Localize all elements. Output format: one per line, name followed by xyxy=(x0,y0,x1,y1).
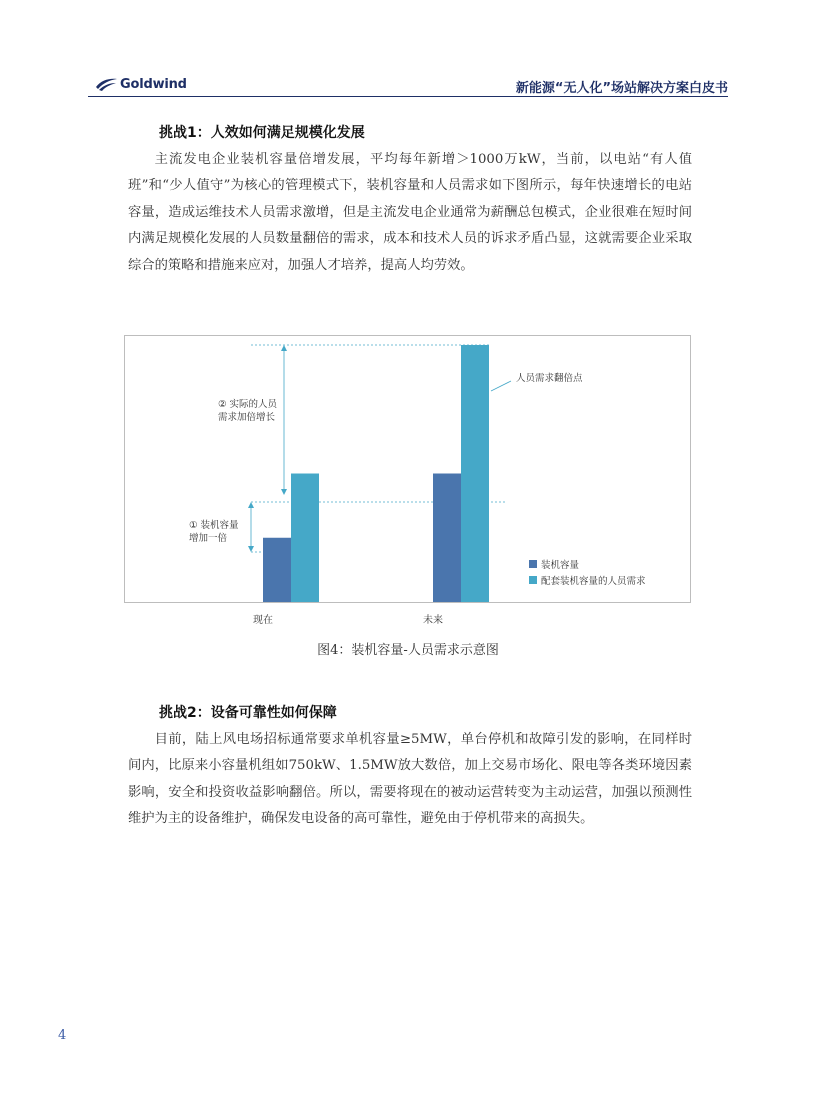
page-header xyxy=(88,74,728,97)
annotation-staff-line1: ② 实际的人员 xyxy=(218,399,278,410)
bar-staff-now xyxy=(291,474,319,603)
page-number: 4 xyxy=(58,1028,67,1043)
legend-label-staff: 配套装机容量的人员需求 xyxy=(541,576,646,587)
figure-caption: 图4：装机容量-人员需求示意图 xyxy=(317,643,499,658)
bar-staff-future xyxy=(461,345,489,602)
capacity-staff-chart xyxy=(124,335,691,603)
goldwind-logo xyxy=(94,76,187,92)
section1-heading: 挑战1：人效如何满足规模化发展 xyxy=(159,125,365,141)
x-tick-label-future: 未来 xyxy=(423,615,443,626)
x-tick-label-now: 现在 xyxy=(253,615,273,626)
legend-swatch-capacity xyxy=(529,560,537,568)
section2-paragraph: 目前，陆上风电场招标通常要求单机容量≥5MW，单台停机和故障引发的影响，在同样时间内，比原来小容量机组如750kW、1.5MW放大数倍，加上交易市场化、限电等各类环境因素影响，安全和投资收益影响翻倍。所以，需要将现在的被动运营转变为主动运营，加强以预测性维护为主的设备维护，确保发电设备的高可靠性，避免由于停机带来的高损失。 xyxy=(128,732,692,827)
document-title: 新能源“无人化”场站解决方案白皮书 xyxy=(515,81,728,96)
section1-paragraph: 主流发电企业装机容量倍增发展，平均每年新增＞1000万kW，当前，以电站“有人值班”和“少人值守”为核心的管理模式下，装机容量和人员需求如下图所示，每年快速增长的电站容量，造成运维技术人员需求激增，但是主流发电企业通常为薪酬总包模式，企业很难在短时间内满足规模化发展的人员数量翻倍的需求，成本和技术人员的诉求矛盾凸显，这就需要企业采取综合的策略和措施来应对，加强人才培养，提高人均劳效。 xyxy=(128,152,692,273)
bars-group xyxy=(263,345,489,602)
legend-label-capacity: 装机容量 xyxy=(541,560,580,571)
goldwind-logo-icon xyxy=(94,76,118,92)
annotation-doubling-point: 人员需求翻倍点 xyxy=(516,373,583,384)
legend xyxy=(529,559,646,587)
annotation-staff-line2: 需求加倍增长 xyxy=(218,412,276,423)
bar-capacity-now xyxy=(263,538,291,602)
legend-swatch-staff xyxy=(529,576,537,584)
logo-text: Goldwind xyxy=(120,76,187,92)
annotation-capacity-line2: 增加一倍 xyxy=(189,533,228,544)
annotation-capacity-line1: ① 装机容量 xyxy=(189,520,239,531)
chart-svg xyxy=(125,336,692,604)
annotations xyxy=(189,372,583,544)
section2-heading: 挑战2：设备可靠性如何保障 xyxy=(159,705,337,721)
bar-capacity-future xyxy=(433,474,461,603)
